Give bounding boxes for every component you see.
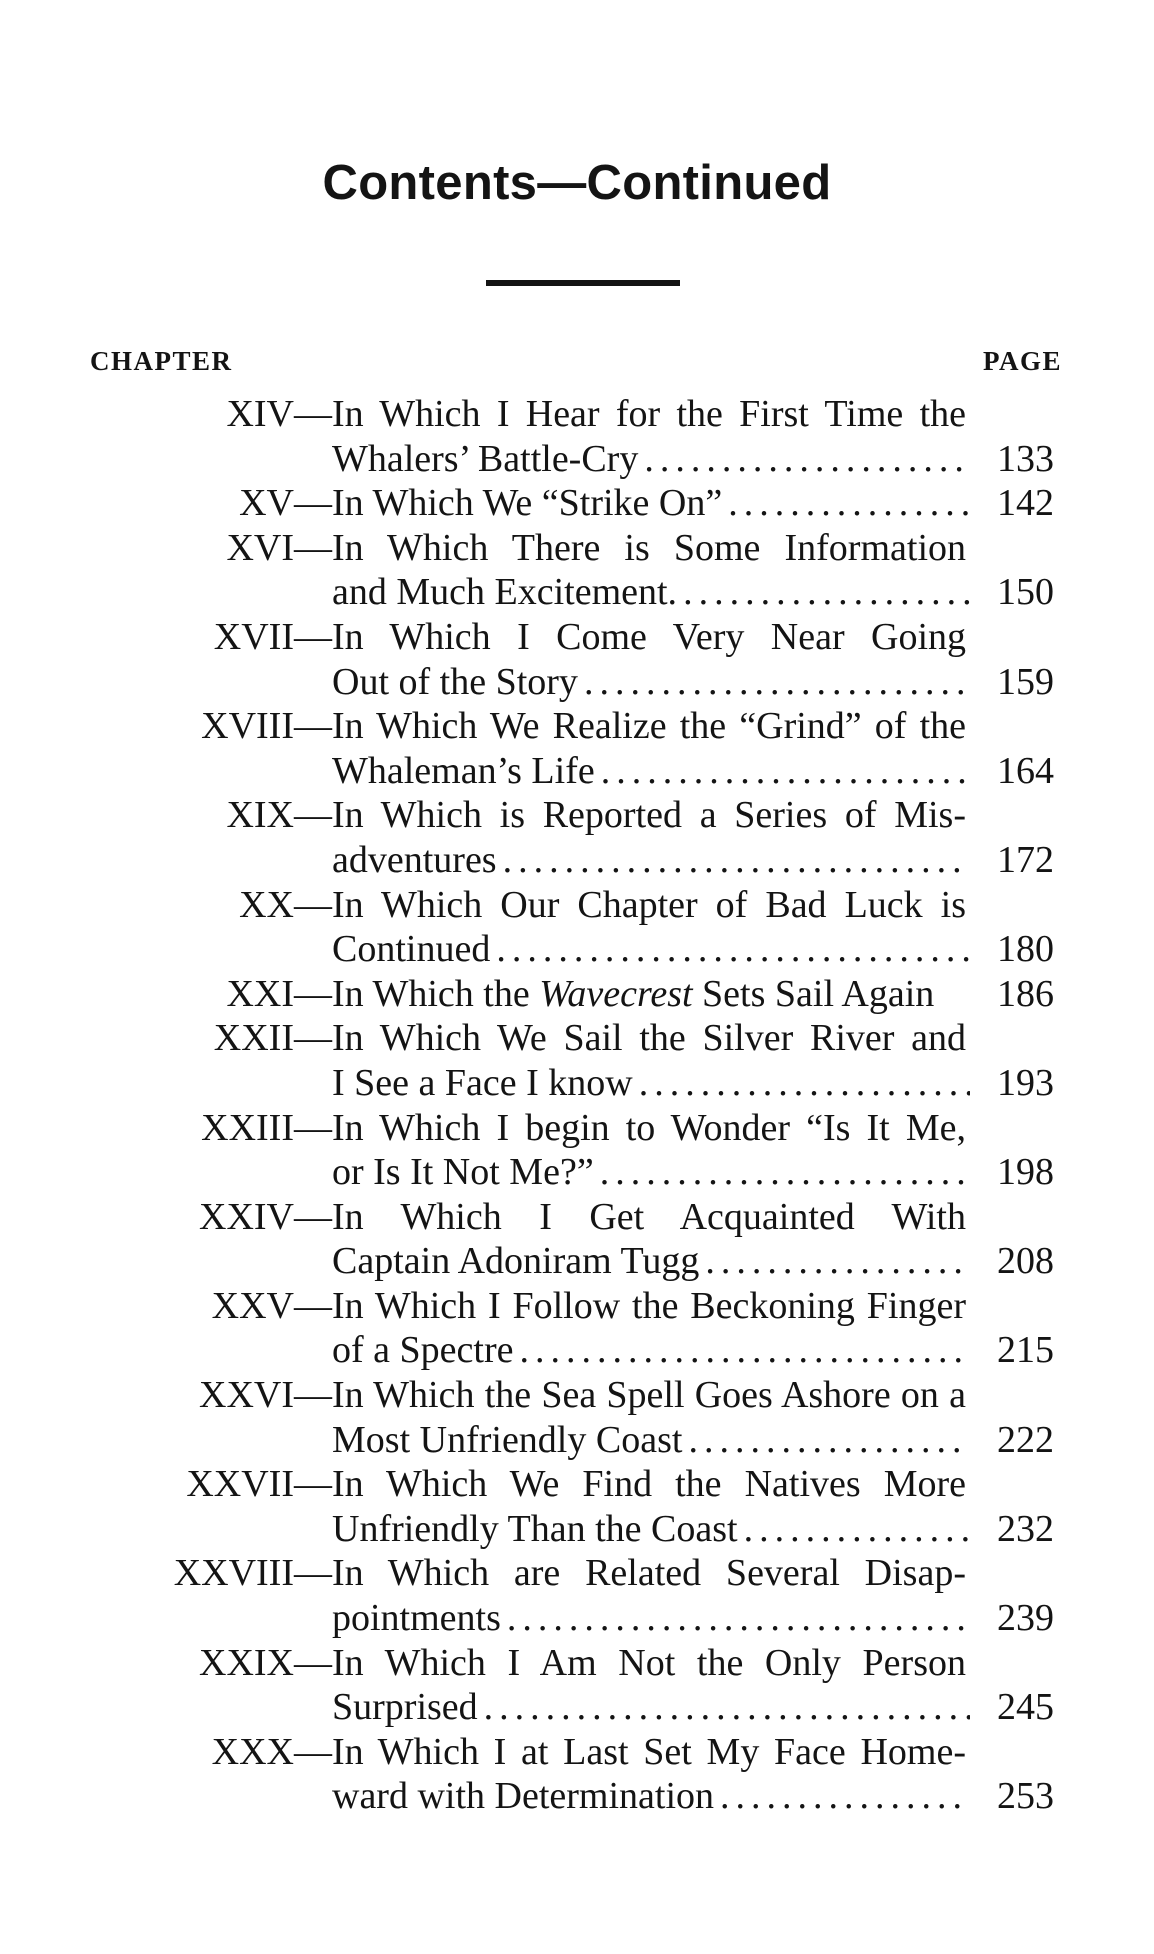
entry-title-cont: Continued xyxy=(332,928,491,971)
chapter-number: XXX— xyxy=(211,1730,332,1773)
page-number: 159 xyxy=(997,660,1054,703)
page-number: 215 xyxy=(997,1329,1054,1372)
chapter-number: XVII— xyxy=(213,615,332,658)
page-number: 193 xyxy=(997,1061,1054,1104)
chapter-number: XIV— xyxy=(226,393,332,435)
page-number: 164 xyxy=(997,749,1054,792)
entry-title: In Which I Am Not the Only Person xyxy=(332,1641,966,1684)
toc-entry xyxy=(0,1195,1154,1284)
page-number: 245 xyxy=(997,1686,1054,1729)
entry-title: In Which the Sea Spell Goes Ashore on a xyxy=(332,1374,966,1417)
entry-title: In Which I at Last Set My Face Home- xyxy=(332,1730,966,1773)
leader-dots xyxy=(501,1596,970,1641)
leader-dots xyxy=(677,570,970,615)
entry-title: In Which We Find the Natives More xyxy=(332,1463,966,1506)
chapter-number: XVI— xyxy=(226,526,332,569)
leader-dots xyxy=(478,1685,970,1730)
entry-title: In Which I Get Acquainted With xyxy=(332,1195,966,1238)
toc-entry xyxy=(0,526,1154,615)
entry-title: In Which There is Some Information xyxy=(332,526,966,569)
entry-title-cont: Whaleman’s Life xyxy=(332,749,595,792)
leader-dots xyxy=(513,1328,970,1373)
entry-title: In Which I Follow the Beckoning Finger xyxy=(332,1284,966,1327)
chapter-number: XXII— xyxy=(213,1017,332,1060)
chapter-number: XXVI— xyxy=(199,1374,332,1417)
entry-title-part: In Which the xyxy=(332,972,540,1015)
leader-dots xyxy=(633,1061,970,1106)
entry-title-cont: Whalers’ Battle-Cry xyxy=(332,437,639,480)
entry-title-cont: pointments xyxy=(332,1597,501,1640)
page-number: 208 xyxy=(997,1240,1054,1283)
chapter-number: XXIV— xyxy=(199,1195,332,1238)
toc-entry xyxy=(0,1730,1154,1819)
entry-title: In Which We Sail the Silver River and xyxy=(332,1017,966,1060)
toc-entry xyxy=(0,972,1154,1017)
page-number: 186 xyxy=(997,972,1054,1015)
leader-dots xyxy=(682,1418,970,1463)
leader-dots xyxy=(699,1239,970,1284)
toc-entry xyxy=(0,481,1154,526)
toc-entry xyxy=(0,615,1154,704)
entry-title: In Which is Reported a Series of Mis- xyxy=(332,794,966,837)
entry-title-cont: Most Unfriendly Coast xyxy=(332,1418,683,1461)
entry-title-cont: Out of the Story xyxy=(332,660,578,703)
chapter-number: XIX— xyxy=(226,794,332,837)
chapter-number: XXVIII— xyxy=(173,1552,332,1595)
page-number: 198 xyxy=(997,1151,1054,1194)
leader-dots xyxy=(738,1507,970,1552)
entry-title-cont: adventures xyxy=(332,838,497,881)
entry-title: In Which I begin to Wonder “Is It Me, xyxy=(332,1106,966,1149)
chapter-number: XV— xyxy=(239,482,332,525)
entry-title-cont: of a Spectre xyxy=(332,1329,514,1372)
page-column-header: PAGE xyxy=(983,346,1062,376)
entry-title-part: Sets Sail Again xyxy=(692,972,935,1015)
entry-title: In Which I Come Very Near Going xyxy=(332,615,966,658)
leader-dots xyxy=(714,1774,970,1819)
entry-title-cont: Surprised xyxy=(332,1686,478,1729)
leader-dots xyxy=(638,437,970,482)
chapter-column-header: CHAPTER xyxy=(90,346,233,376)
title-rule xyxy=(486,280,680,286)
toc-entry xyxy=(0,704,1154,793)
page-number: 222 xyxy=(997,1418,1054,1461)
chapter-number: XXVII— xyxy=(186,1463,332,1506)
leader-dots xyxy=(578,660,970,705)
entry-title-cont: and Much Excitement. xyxy=(332,571,678,614)
leader-dots xyxy=(490,927,970,972)
chapter-number: XVIII— xyxy=(201,705,332,748)
chapter-number: XX— xyxy=(239,883,332,926)
entry-title: In Which We Realize the “Grind” of the xyxy=(332,705,966,748)
entry-title-cont: Unfriendly Than the Coast xyxy=(332,1507,738,1550)
toc-entry xyxy=(0,1551,1154,1640)
entry-title: In Which are Related Several Disap- xyxy=(332,1552,966,1595)
chapter-number: XXIII— xyxy=(201,1106,332,1149)
page-number: 253 xyxy=(997,1775,1054,1818)
toc-entry xyxy=(0,793,1154,882)
page-number: 150 xyxy=(997,571,1054,614)
toc-entry xyxy=(0,1373,1154,1462)
toc-entry xyxy=(0,883,1154,972)
entry-title-cont: Captain Adoniram Tugg xyxy=(332,1240,700,1283)
page-number: 180 xyxy=(997,928,1054,971)
leader-dots xyxy=(595,749,970,794)
chapter-number: XXI— xyxy=(226,972,332,1015)
page-number: 142 xyxy=(997,482,1054,525)
table-of-contents xyxy=(0,392,1154,1819)
toc-entry xyxy=(0,1106,1154,1195)
page-number: 133 xyxy=(997,437,1054,480)
toc-entry xyxy=(0,392,1154,481)
entry-title-cont: ward with Determination xyxy=(332,1775,715,1818)
entry-title xyxy=(332,972,934,1017)
page-title: Contents—Continued xyxy=(322,156,832,210)
leader-dots xyxy=(594,1150,970,1195)
chapter-number: XXIX— xyxy=(199,1641,332,1684)
page-number: 172 xyxy=(997,838,1054,881)
ship-name: Wavecrest xyxy=(539,972,693,1015)
entry-title-cont: or Is It Not Me?” xyxy=(332,1151,594,1194)
entry-title: In Which Our Chapter of Bad Luck is xyxy=(332,883,966,926)
page-number: 239 xyxy=(997,1597,1054,1640)
leader-dots xyxy=(497,838,970,883)
entry-title-cont: I See a Face I know xyxy=(332,1061,633,1104)
toc-entry xyxy=(0,1462,1154,1551)
toc-entry xyxy=(0,1016,1154,1105)
toc-entry xyxy=(0,1641,1154,1730)
entry-title: In Which I Hear for the First Time the xyxy=(332,393,966,435)
toc-entry xyxy=(0,1284,1154,1373)
page-number: 232 xyxy=(997,1507,1054,1550)
chapter-number: XXV— xyxy=(211,1284,332,1327)
entry-title: In Which We “Strike On” xyxy=(332,482,723,525)
leader-dots xyxy=(722,481,970,526)
